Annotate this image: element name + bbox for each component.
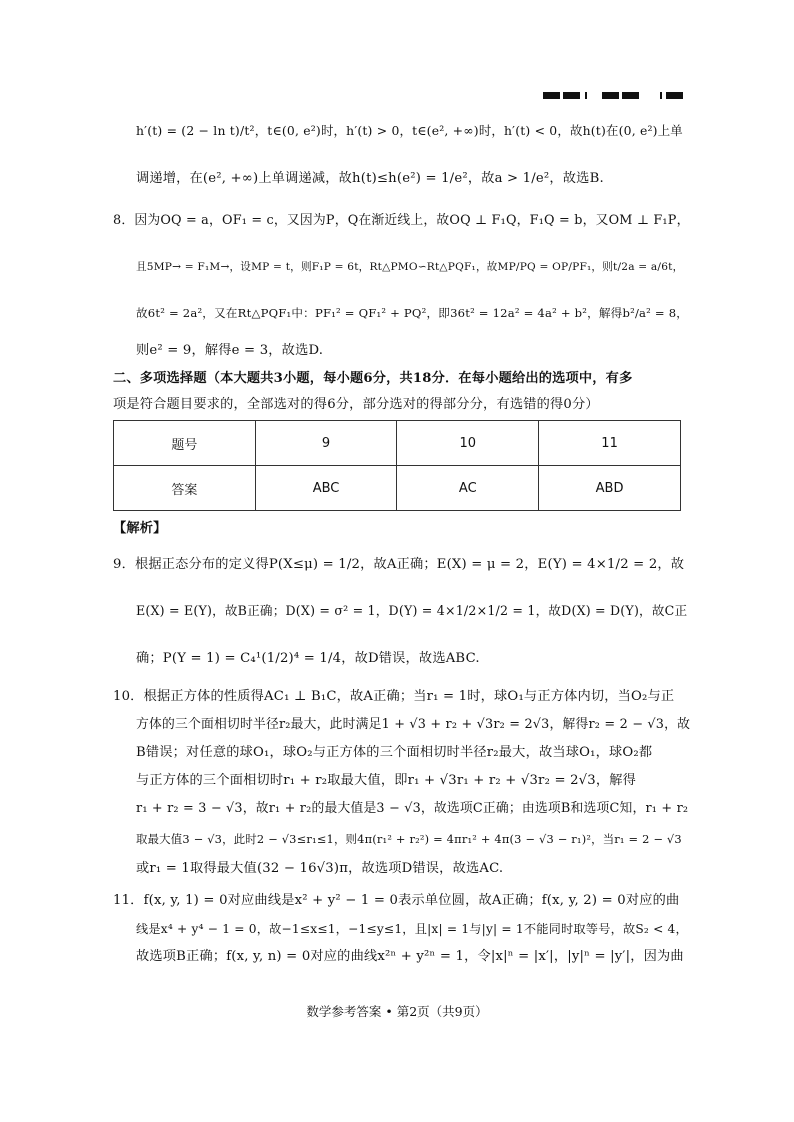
text-line: 故选项B正确；f(x, y, n) = 0对应的曲线x²ⁿ + y²ⁿ = 1，令|x|ⁿ = |x′|，|y|ⁿ = |y′|，因为曲	[136, 949, 684, 964]
text-line: B错误；对任意的球O₁，球O₂与正方体的三个面相切时半径r₂最大，故当球O₁，球O₂都	[136, 745, 653, 760]
text-line: 取最大值3 − √3，此时2 − √3≤r₁≤1，则4π(r₁² + r₂²) = 4πr₁² + 4π(3 − √3 − r₁)²，当r₁ = 2 − √3	[136, 832, 682, 846]
table-row	[114, 421, 681, 466]
table-cell: 10	[397, 421, 539, 466]
text-line: 且5MP→ = F₁M→，设MP = t，则F₁P = 6t，Rt△PMO∽Rt△PQF₁，故MP/PQ = OP/PF₁，则t/2a = a/6t，	[136, 261, 684, 273]
text-line: 方体的三个面相切时半径r₂最大，此时满足1 + √3 + r₂ + √3r₂ = 2√3，解得r₂ = 2 − √3，故	[136, 717, 691, 732]
table-cell: AC	[397, 466, 539, 511]
header-mark	[660, 92, 662, 99]
header-mark	[602, 92, 619, 99]
text-line: 则e² = 9，解得e = 3，故选D.	[136, 343, 324, 358]
text-line: 10．根据正方体的性质得AC₁ ⊥ B₁C，故A正确；当r₁ = 1时，球O₁与正方体内切，当O₂与正	[113, 689, 675, 704]
section-heading: 二、多项选择题（本大题共3小题，每小题6分，共18分．在每小题给出的选项中，有多	[113, 371, 633, 386]
text-line: 故6t² = 2a²，又在Rt△PQF₁中：PF₁² = QF₁² + PQ²，即36t² = 12a² = 4a² + b²，解得b²/a² = 8，	[136, 306, 689, 320]
table-cell: 11	[539, 421, 681, 466]
text-line: h′(t) = (2 − ln t)/t²，t∈(0, e²)时，h′(t) > 0，t∈(e², +∞)时，h′(t) < 0，故h(t)在(0, e²)上单	[136, 123, 683, 138]
table-row	[114, 466, 681, 511]
header-mark	[563, 92, 580, 99]
text-line: 确；P(Y = 1) = C₄¹(1/2)⁴ = 1/4，故D错误，故选ABC.	[136, 651, 480, 666]
text-line: r₁ + r₂ = 3 − √3，故r₁ + r₂的最大值是3 − √3，故选项C正确；由选项B和选项C知，r₁ + r₂	[136, 801, 689, 816]
table-header-cell: 题号	[114, 421, 256, 466]
table-header-cell: 答案	[114, 466, 256, 511]
table-cell: 9	[255, 421, 397, 466]
text-line: 9．根据正态分布的定义得P(X≤μ) = 1/2，故A正确；E(X) = μ = 2，E(Y) = 4×1/2 = 2，故	[113, 557, 685, 572]
text-line: 调递增，在(e², +∞)上单调递减，故h(t)≤h(e²) = 1/e²，故a > 1/e²，故选B.	[136, 171, 604, 186]
table-cell: ABC	[255, 466, 397, 511]
header-mark	[543, 92, 560, 99]
header-mark	[622, 92, 639, 99]
text-line: 或r₁ = 1取得最大值(32 − 16√3)π，故选项D错误，故选AC.	[136, 861, 504, 876]
text-line: 与正方体的三个面相切时r₁ + r₂取最大值，即r₁ + √3r₁ + r₂ + √3r₂ = 2√3，解得	[136, 773, 637, 788]
text-line: 线是x⁴ + y⁴ − 1 = 0，故−1≤x≤1，−1≤y≤1，且|x| = 1与|y| = 1不能同时取等号，故S₂ < 4，	[136, 922, 688, 936]
analysis-heading: 【解析】	[113, 521, 167, 536]
table-cell: ABD	[539, 466, 681, 511]
text-line: 项是符合题目要求的，全部选对的得6分，部分选对的得部分分，有选错的得0分）	[113, 397, 599, 412]
page-footer: 数学参考答案 • 第2页（共9页）	[306, 1004, 488, 1019]
text-line: E(X) = E(Y)，故B正确；D(X) = σ² = 1，D(Y) = 4×1/2×1/2 = 1，故D(X) = D(Y)，故C正	[136, 603, 688, 618]
header-mark	[585, 92, 587, 99]
text-line: 8．因为OQ = a，OF₁ = c，又因为P，Q在渐近线上，故OQ ⊥ F₁Q，F₁Q = b，又OM ⊥ F₁P，	[113, 213, 690, 228]
answer-table	[113, 420, 681, 511]
text-line: 11．f(x, y, 1) = 0对应曲线是x² + y² − 1 = 0表示单位圆，故A正确；f(x, y, 2) = 0对应的曲	[113, 893, 680, 908]
header-mark	[666, 92, 683, 99]
